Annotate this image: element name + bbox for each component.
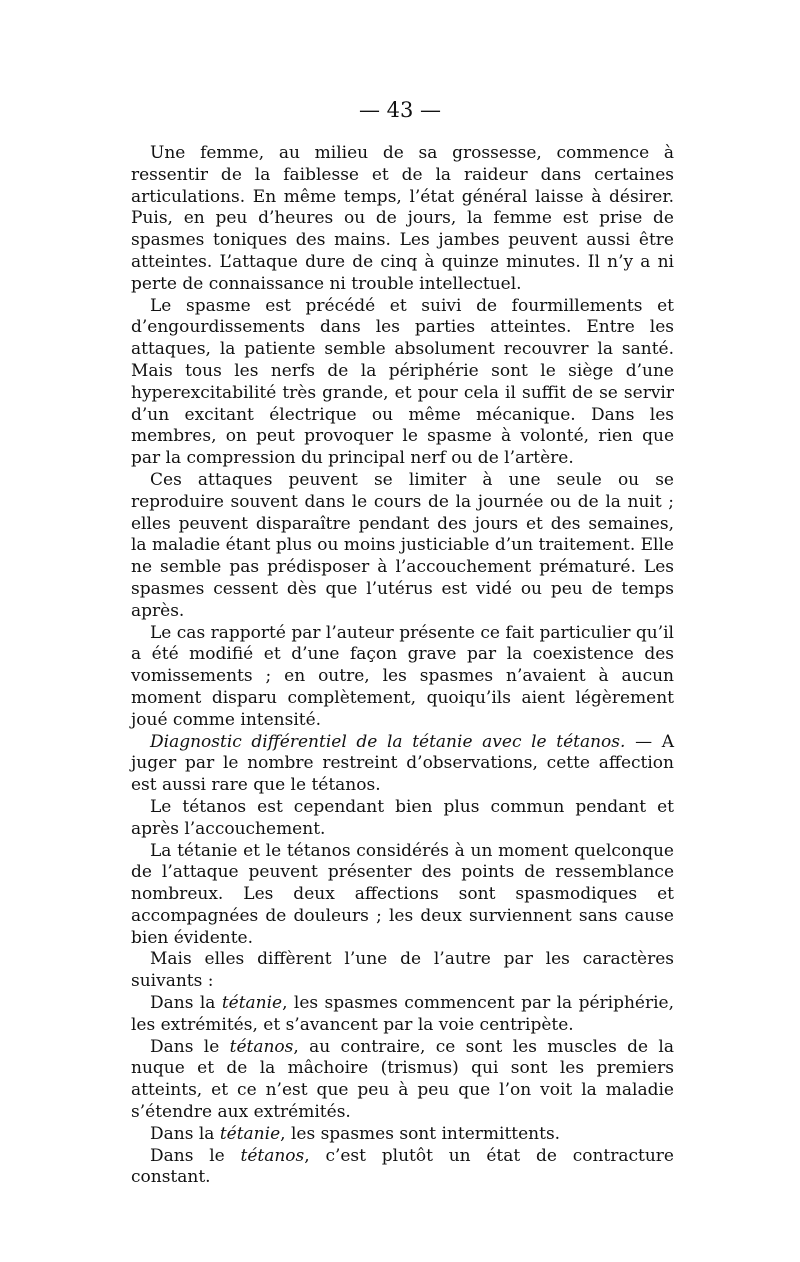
paragraph-8: Mais elles diffèrent l’une de l’autre par les caractères suivants : (131, 949, 674, 992)
paragraph-11-prefix: Dans la (150, 1123, 220, 1144)
paragraph-6: Le tétanos est cependant bien plus commun pendant et après l’accouchement. (131, 796, 674, 839)
paragraph-3: Ces attaques peuvent se limiter à une seule ou se reproduire souvent dans le cours de la journée ou de la nuit ; elles peuvent disparaître pendant des jours et des semaines, la maladie étant plus ou moins justiciable d’un traitement. Elle ne semble pas prédisposer à l’accouchement prématuré. Les spasmes cessent dès que l’utérus est vidé ou peu de temps après. (131, 469, 674, 621)
paragraph-12-prefix: Dans le (150, 1145, 241, 1166)
paragraph-9 (131, 993, 674, 1037)
paragraph-10-prefix: Dans le (150, 1036, 230, 1057)
paragraph-5-text: — A juger par le nombre restreint d’observations, cette affection est aussi rare que le tétanos. (131, 731, 674, 796)
paragraph-5 (131, 732, 674, 797)
paragraph-10 (131, 1037, 674, 1124)
paragraph-11 (131, 1124, 674, 1146)
paragraph-1: Une femme, au milieu de sa grossesse, commence à ressentir de la faiblesse et de la raideur dans certaines articulations. En même temps, l’état général laisse à désirer. Puis, en peu d’heures ou de jours, la femme est prise de spasmes toniques des mains. Les jambes peuvent aussi être atteintes. L’attaque dure de cinq à quinze minutes. Il n’y a ni perte de connaissance ni trouble intellectuel. (131, 143, 674, 294)
paragraph-2: Le spasme est précédé et suivi de fourmillements et d’engourdissements dans les parties atteintes. Entre les attaques, la patiente semble absolument recouvrer la santé. Mais tous les nerfs de la périphérie sont le siège d’une hyperexcitabilité très grande, et pour cela il suffit de se servir d’un excitant électrique ou même mécanique. Dans les membres, on peut provoquer le spasme à volonté, rien que par la compression du principal nerf ou de l’artère. (131, 295, 674, 469)
paragraph-4: Le cas rapporté par l’auteur présente ce fait particulier qu’il a été modifié et d’une façon grave par la coexistence des vomissements ; en outre, les spasmes n’avaient à aucun moment disparu complètement, quoiqu’ils aient légèrement joué comme intensité. (131, 622, 674, 730)
paragraph-9-prefix: Dans la (150, 993, 222, 1014)
page-number: — 43 — (358, 98, 442, 122)
paragraph-12 (131, 1146, 674, 1190)
body-text (131, 143, 674, 1189)
term-tetanie: tétanie (221, 993, 283, 1014)
term-tetanos: tétanos (240, 1145, 305, 1166)
section-heading: Diagnostic différentiel de la tétanie avec le tétanos. (150, 731, 626, 752)
term-tetanos: tétanos (229, 1036, 294, 1057)
paragraph-7: La tétanie et le tétanos considérés à un moment quelconque de l’attaque peuvent présenter des points de ressemblance nombreux. Les deux affections sont spasmodiques et accompagnées de douleurs ; les deux surviennent sans cause bien évidente. (131, 840, 674, 948)
term-tetanie: tétanie (219, 1123, 281, 1144)
paragraph-12-text: , c’est plutôt un état de contracture constant. (131, 1145, 674, 1188)
paragraph-10-text: , au contraire, ce sont les muscles de la nuque et de la mâchoire (trismus) qui sont les premiers atteints, et ce n’est que peu à peu que l’on voit la maladie s’étendre aux extrémités. (131, 1036, 674, 1123)
paragraph-9-text: , les spasmes commencent par la périphérie, les extrémités, et s’avancent par la voie centripète. (131, 993, 674, 1035)
paragraph-11-text: , les spasmes sont intermittents. (280, 1123, 561, 1144)
